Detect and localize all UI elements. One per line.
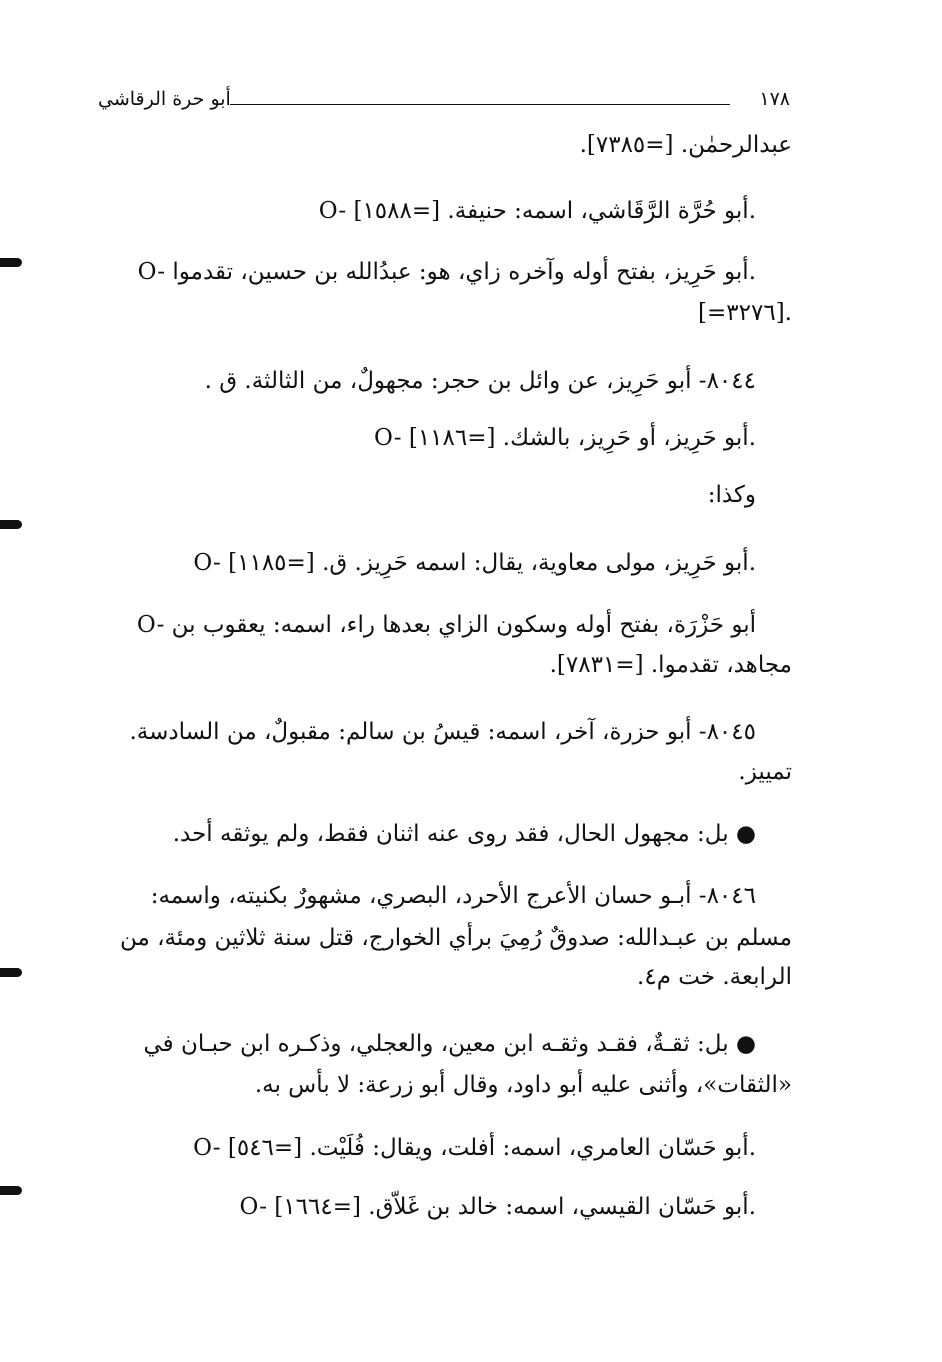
text-line-18: «الثقات»، وأثنى عليه أبو داود، وقال أبو زرعة: لا بأس به. [254,1072,792,1098]
text-line-15: مسلم بن عبـدالله: صدوقٌ رُمِيَ برأي الخوارج، قتل سنة ثلاثين ومئة، من [119,925,792,951]
text-line-17: ● بل: ثقـةٌ، فقـد وثقـه ابن معين، والعجلي، وذكـره ابن حبـان في [143,1031,756,1057]
text-line-19: O- أبو حَسّان العامري، اسمه: أفلت، ويقال: فُلَيْت. [=٥٤٦]. [193,1135,756,1161]
text-line-6: O- أبو حَرِيز، أو حَرِيز، بالشك. [=١١٨٦]. [374,425,756,451]
text-line-13: ● بل: مجهول الحال، فقد روى عنه اثنان فقط، ولم يوثقه أحد. [172,821,756,847]
running-title: أبو حرة الرقاشي [98,88,231,110]
text-line-9: O- أبو حَزْرَة، بفتح أوله وسكون الزاي بعدها راء، اسمه: يعقوب بن [136,612,756,638]
page-number: ١٧٨ [759,88,790,110]
header-rule [230,104,730,105]
page-header [98,88,790,122]
text-line-4: [=٣٢٧٦]. [698,300,792,326]
text-line-20: O- أبو حَسّان القيسي، اسمه: خالد بن غَلاّق. [=١٦٦٤]. [239,1194,756,1220]
margin-mark [0,520,22,529]
text-line-2: O- أبو حُرَّة الرَّقَاشي، اسمه: حنيفة. [=١٥٨٨]. [318,198,756,224]
margin-mark [0,258,22,267]
margin-mark [0,968,22,977]
text-line-1: عبدالرحمٰن. [=٧٣٨٥]. [579,132,792,158]
text-line-8: O- أبو حَرِيز، مولى معاوية، يقال: اسمه حَرِيز. ق. [=١١٨٥]. [193,550,756,576]
text-line-11: ٨٠٤٥- أبو حزرة، آخر، اسمه: قيسُ بن سالم: مقبولٌ، من السادسة. [129,719,756,745]
text-line-12: تمييز. [738,759,792,785]
text-line-7: وكذا: [707,482,756,508]
text-line-14: ٨٠٤٦- أبـو حسان الأعرج الأحرد، البصري، مشهورٌ بكنيته، واسمه: [150,883,756,909]
text-line-3: O- أبو حَرِيز، بفتح أوله وآخره زاي، هو: عبدُالله بن حسين، تقدموا. [137,259,756,285]
margin-mark [0,1186,22,1195]
text-line-5: ٨٠٤٤- أبو حَرِيز، عن وائل بن حجر: مجهولٌ، من الثالثة. ق . [204,368,756,394]
text-line-16: الرابعة. خت م٤. [637,964,792,990]
text-line-10: مجاهد، تقدموا. [=٧٨٣١]. [549,652,792,678]
